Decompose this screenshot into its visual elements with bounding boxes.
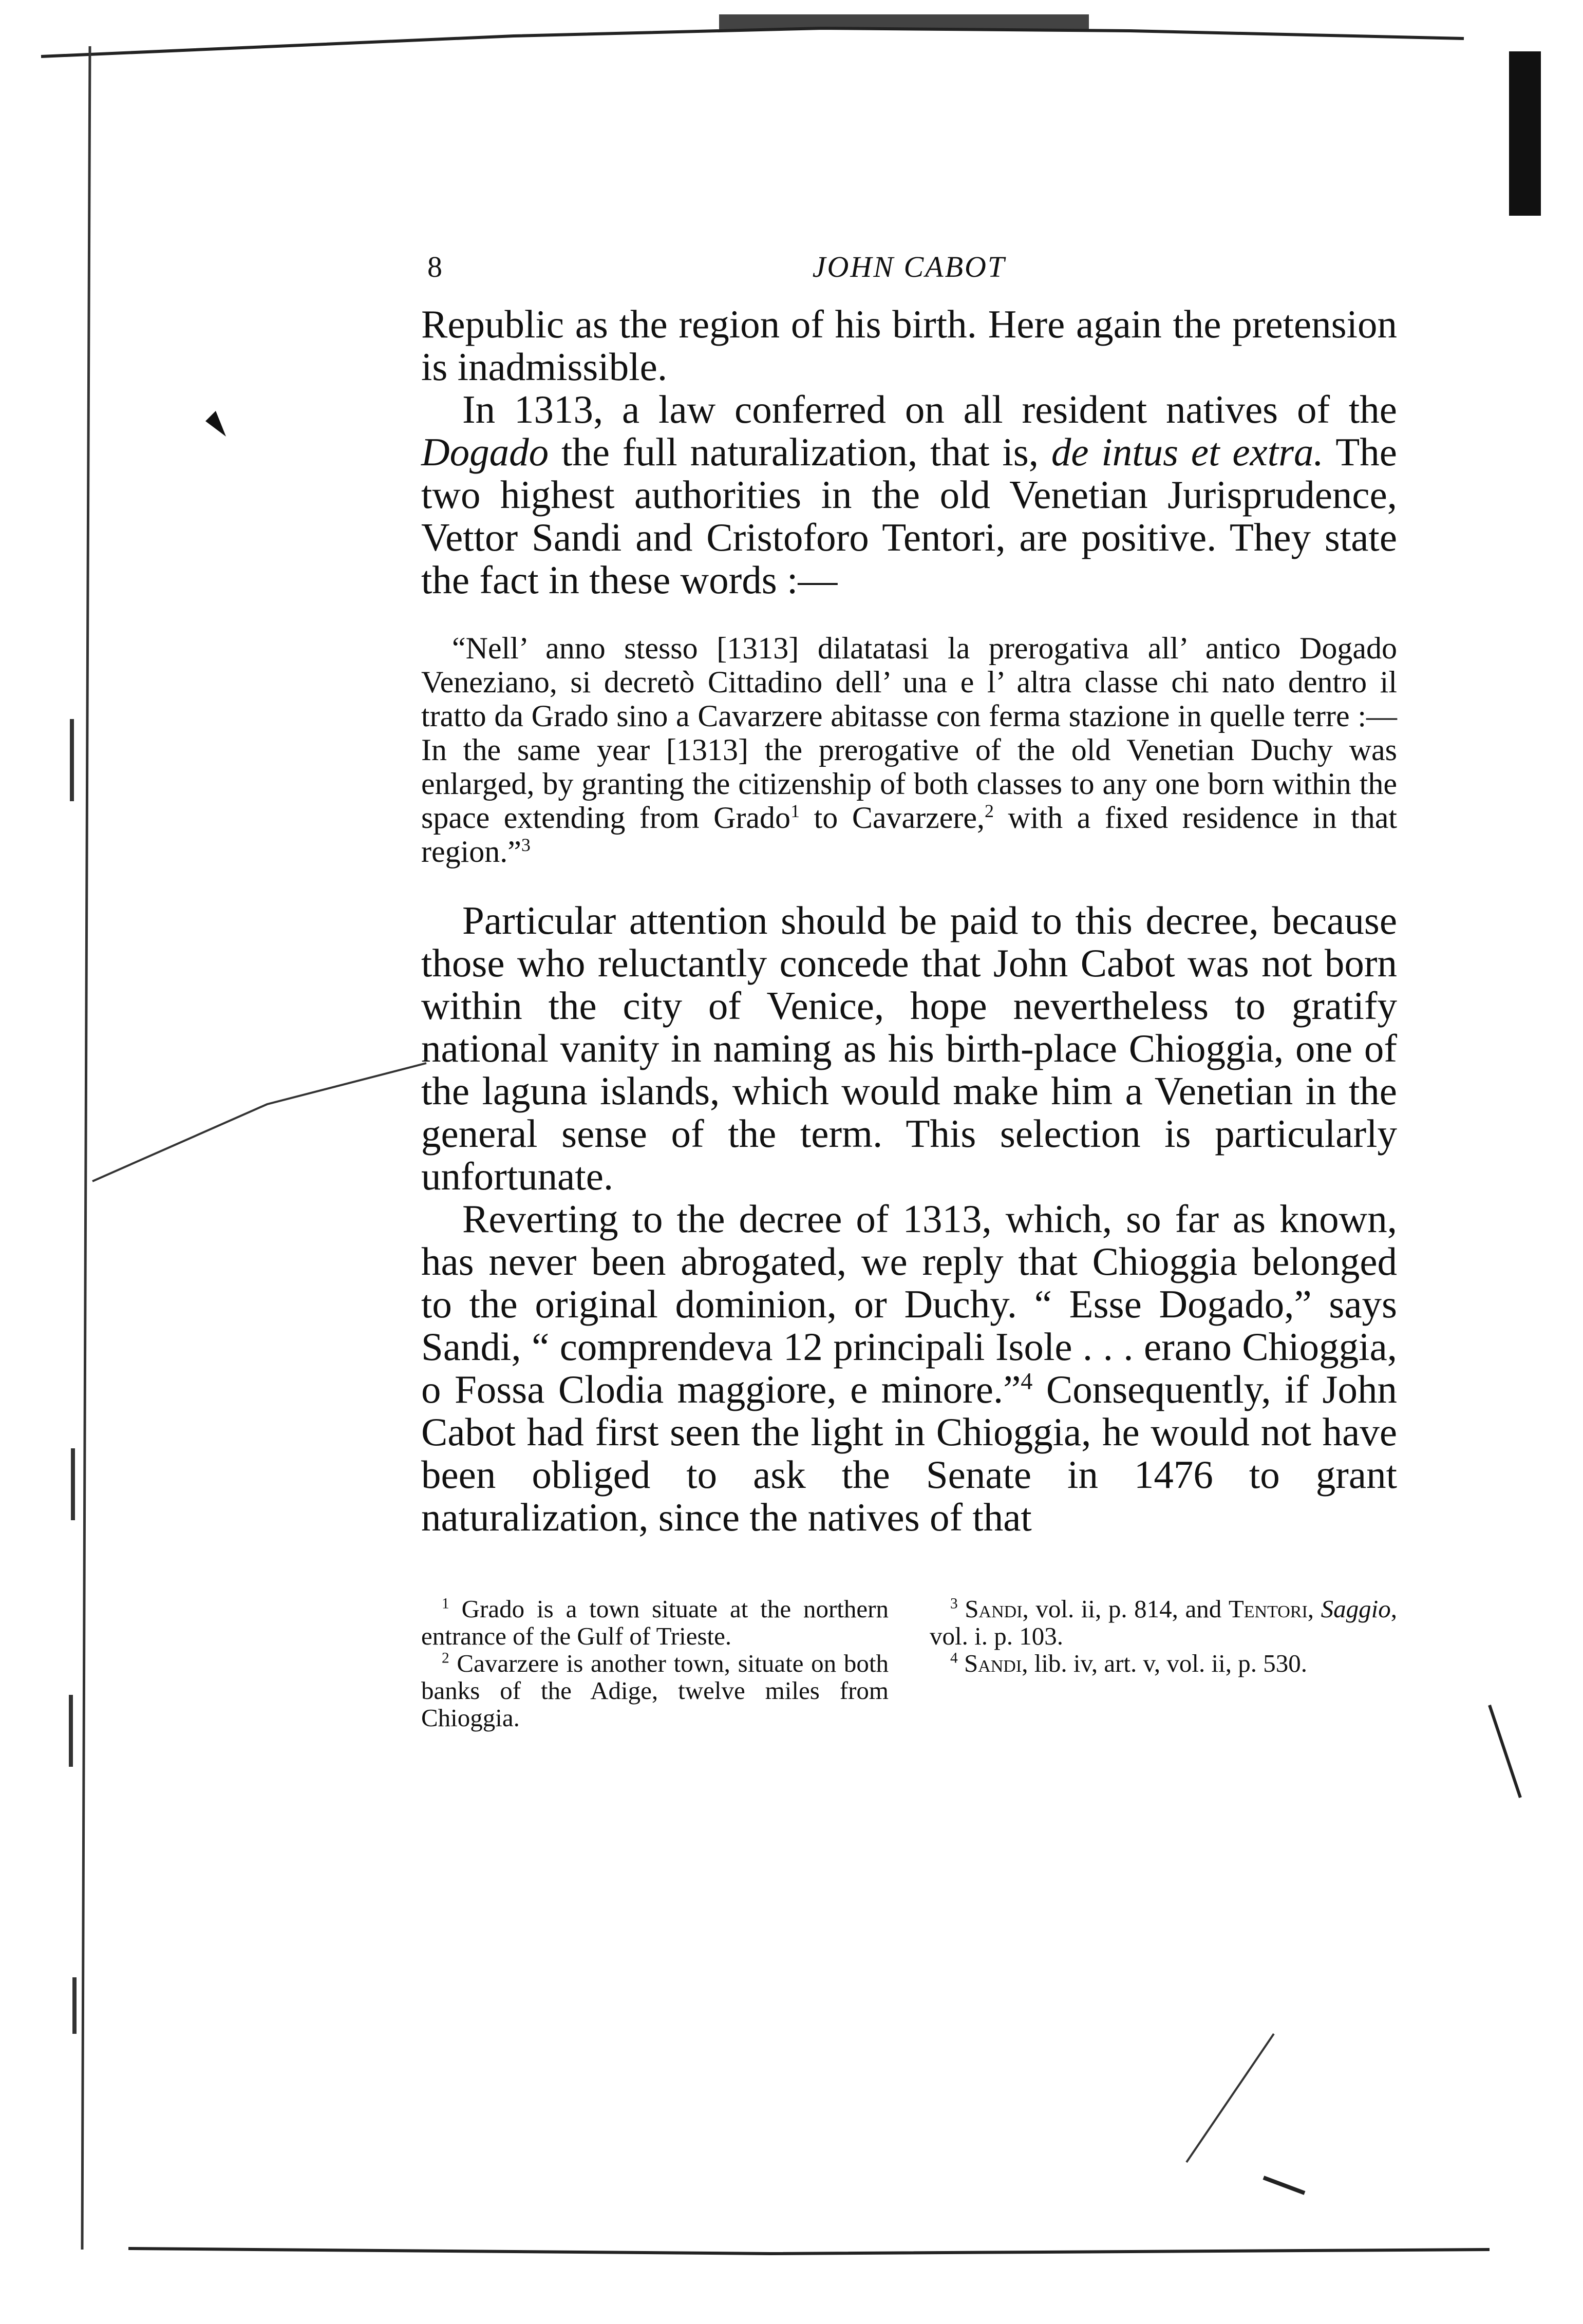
quote-footnote-ref-1: 1 xyxy=(790,801,800,821)
paragraph-4-text-a: Reverting to the decree of 1313, which, so far as known, has never been abrogated, we reply that Chioggia belonged to the original dominion, or Duchy. “ Esse Dogado,” says Sandi, “ comprendeva 12 principali Isole . . . erano Chioggia, o Fossa Clodia maggiore, e minore.” xyxy=(421,1197,1397,1411)
bottom-edge-line xyxy=(128,2249,1490,2254)
paragraph-2-text-e: The two highest authorities in the old Venetian Jurisprudence, Vettor Sandi and Cristoforo Tentori, are positive. They state the fact in these words :— xyxy=(421,430,1397,602)
footnote-4-mark: 4 xyxy=(950,1650,958,1667)
page xyxy=(421,247,1397,1731)
footnote-2 xyxy=(421,1650,889,1731)
footnote-4-text: , lib. iv, art. v, vol. ii, p. 530. xyxy=(1022,1649,1307,1677)
quote-text: “Nell’ anno stesso [1313] dilatatasi la prerogativa all’ antico Dogado Veneziano, si decretò Cittadino dell’ una e l’ altra classe chi nato dentro il tratto da Grado sino a Cavarzere abitasse con ferma stazione in quelle terre :—In the same year [1313] the prerogative of the old Venetian Duchy was enlarged, by granting the citizenship of both classes to any one born within the space extending from Grado xyxy=(421,631,1397,835)
footnote-3-mark: 3 xyxy=(950,1595,958,1612)
footnote-3-author-2: Tentori xyxy=(1228,1595,1308,1623)
footnote-4-author: Sandi xyxy=(964,1649,1022,1677)
top-scan-block xyxy=(719,14,1089,30)
footnotes xyxy=(421,1595,1397,1731)
footnote-1 xyxy=(421,1595,889,1650)
arrow-mark xyxy=(205,411,226,437)
footnote-2-mark: 2 xyxy=(442,1650,449,1667)
footnote-3-title: Saggio xyxy=(1321,1595,1391,1623)
paragraph-2-text-a: In 1313, a law conferred on all resident natives of the xyxy=(462,387,1397,431)
quote-footnote-ref-2: 2 xyxy=(984,801,994,821)
quote-paragraph xyxy=(421,631,1397,868)
quote-text-end: with a fixed residence in that region.” xyxy=(421,801,1397,868)
footnote-3-text-b: , xyxy=(1307,1595,1321,1623)
left-marks-1 xyxy=(71,719,74,2034)
running-head xyxy=(421,247,1397,303)
page-number: 8 xyxy=(427,250,442,284)
cross-line xyxy=(92,1063,426,1181)
footnote-1-text: Grado is a town situate at the northern entrance of the Gulf of Trieste. xyxy=(421,1595,889,1650)
footnote-3-text-c: , vol. i. p. 103. xyxy=(930,1595,1397,1650)
paragraph-1: Republic as the region of his birth. Here again the pretension is inadmissible. xyxy=(421,302,1397,389)
paragraph-2-dogado: Dogado xyxy=(421,430,549,474)
paragraph-3: Particular attention should be paid to this decree, because those who reluctantly concede that John Cabot was not born within the city of Venice, hope nevertheless to gratify national vanity in naming as his birth-place Chioggia, one of the laguna islands, which would make him a Venetian in the general sense of the term. This selection is particularly unfortunate. xyxy=(421,898,1397,1198)
footnote-1-mark: 1 xyxy=(442,1595,449,1612)
footnotes-left-column xyxy=(421,1595,889,1731)
block-quote xyxy=(421,631,1397,868)
quote-text-mid: to Cavarzere, xyxy=(800,801,985,835)
right-stroke xyxy=(1490,1705,1520,1798)
paragraph-2 xyxy=(421,388,1397,601)
footnote-3-author-1: Sandi xyxy=(965,1595,1023,1623)
paragraph-4-footnote-ref: 4 xyxy=(1021,1368,1033,1394)
footnote-2-text: Cavarzere is another town, situate on both banks of the Adige, twelve miles from Chioggia. xyxy=(421,1649,889,1732)
footnote-3-text-a: , vol. ii, p. 814, and xyxy=(1022,1595,1229,1623)
body-text xyxy=(421,303,1397,1539)
paragraph-4-text-b: Consequently, if John Cabot had first seen the light in Chioggia, he would not have been obliged to ask the Senate in 1476 to grant naturalization, since the natives of that xyxy=(421,1367,1397,1539)
paragraph-2-text-c: the full naturalization, that is, xyxy=(549,430,1051,474)
quote-footnote-ref-3: 3 xyxy=(521,835,531,855)
lower-stroke xyxy=(1186,2034,1274,2162)
footnote-3 xyxy=(930,1595,1397,1650)
footnotes-right-column xyxy=(930,1595,1397,1731)
lower-tick xyxy=(1264,2178,1305,2193)
right-edge-bar xyxy=(1509,51,1541,216)
paragraph-4 xyxy=(421,1198,1397,1539)
running-title: JOHN CABOT xyxy=(812,250,1006,284)
top-edge-line xyxy=(41,28,1464,56)
left-edge-line xyxy=(82,46,90,2250)
paragraph-2-latin: de intus et extra. xyxy=(1051,430,1324,474)
footnote-4 xyxy=(930,1650,1397,1677)
